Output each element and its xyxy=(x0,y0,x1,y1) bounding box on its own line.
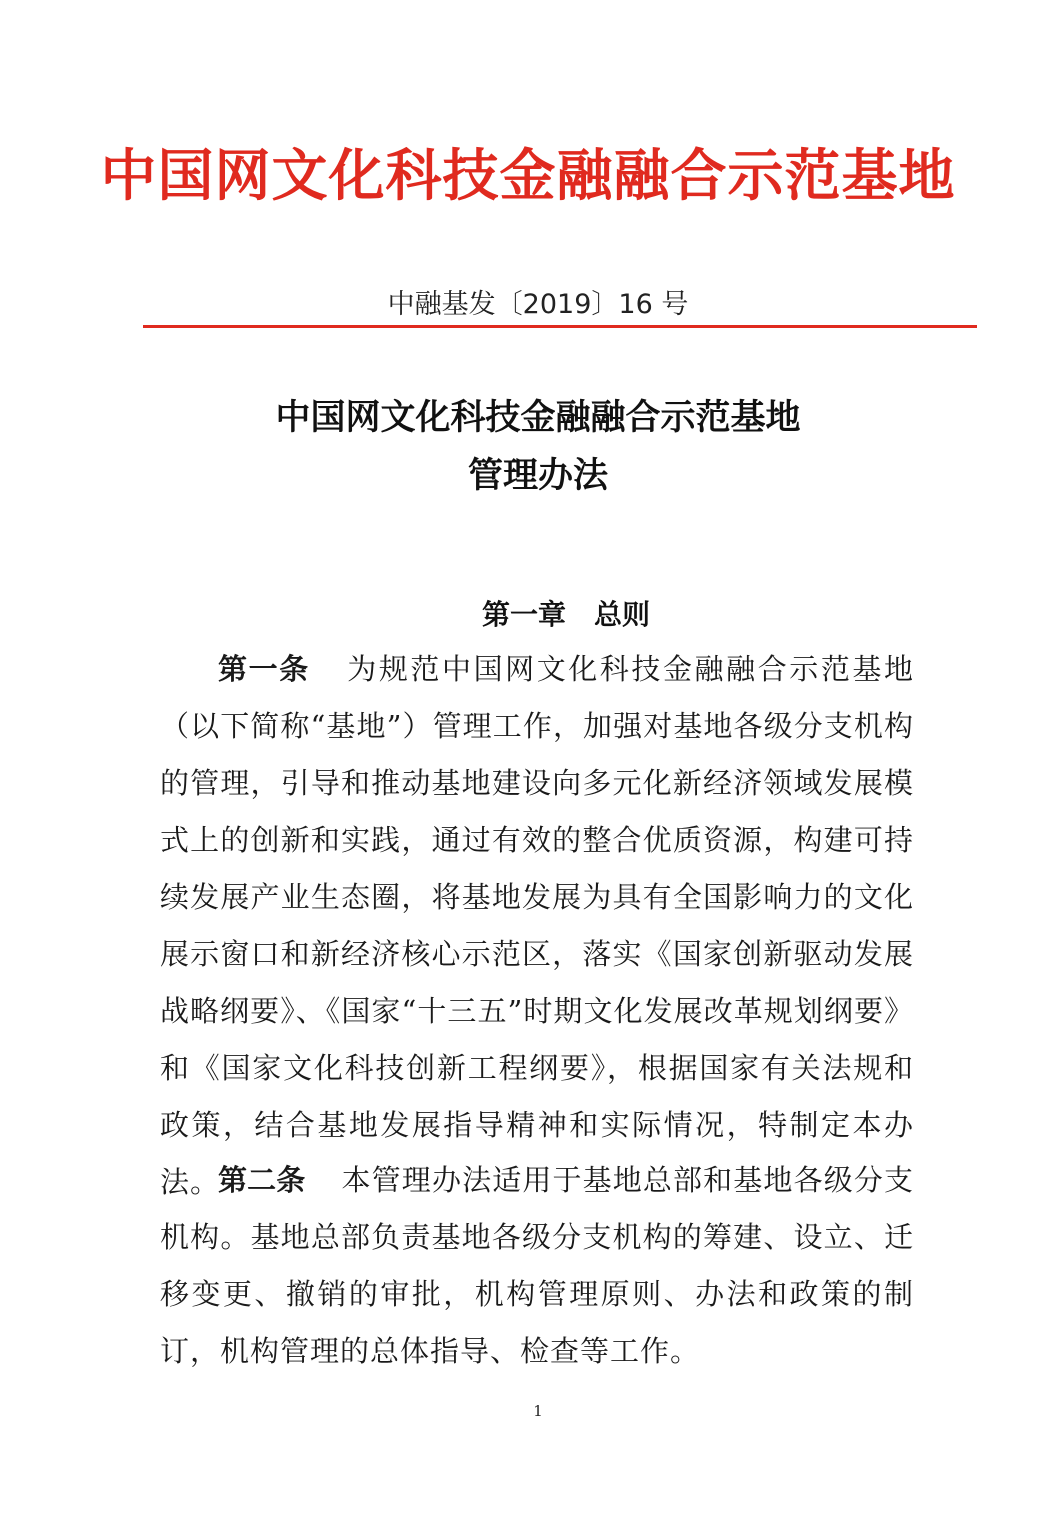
chapter-heading: 第一章 总则 xyxy=(481,598,650,631)
article-1-label: 第一条 xyxy=(218,652,310,686)
document-title-line-2: 管理办法 xyxy=(467,455,608,496)
page-number: 1 xyxy=(533,1402,543,1420)
red-header-org-name: 中国网文化科技金融融合示范基地 xyxy=(100,143,956,209)
article-2-label: 第二条 xyxy=(218,1163,306,1197)
red-divider-line xyxy=(143,325,977,328)
article-1-paragraph xyxy=(160,641,914,1211)
article-1-text: 为规范中国网文化科技金融融合示范基地（以下简称“基地”）管理工作，加强对基地各级分支机构的管理，引导和推动基地建设向多元化新经济领域发展模式上的创新和实践，通过有效的整合优质资源，构建可持续发展产业生态圈，将基地发展为具有全国影响力的文化展示窗口和新经济核心示范区，落实《国家创新驱动发展战略纲要》、《国家“十三五”时期文化发展改革规划纲要》和《国家文化科技创新工程纲要》，根据国家有关法规和政策，结合基地发展指导精神和实际情况，特制定本办法。 xyxy=(160,652,914,1199)
document-title-line-1: 中国网文化科技金融融合示范基地 xyxy=(275,397,801,438)
article-2-paragraph xyxy=(160,1152,914,1380)
article-2-text: 本管理办法适用于基地总部和基地各级分支机构。基地总部负责基地各级分支机构的筹建、设立、迁移变更、撤销的审批，机构管理原则、办法和政策的制订，机构管理的总体指导、检查等工作。 xyxy=(160,1163,914,1368)
document-number: 中融基发〔2019〕16 号 xyxy=(387,289,689,320)
